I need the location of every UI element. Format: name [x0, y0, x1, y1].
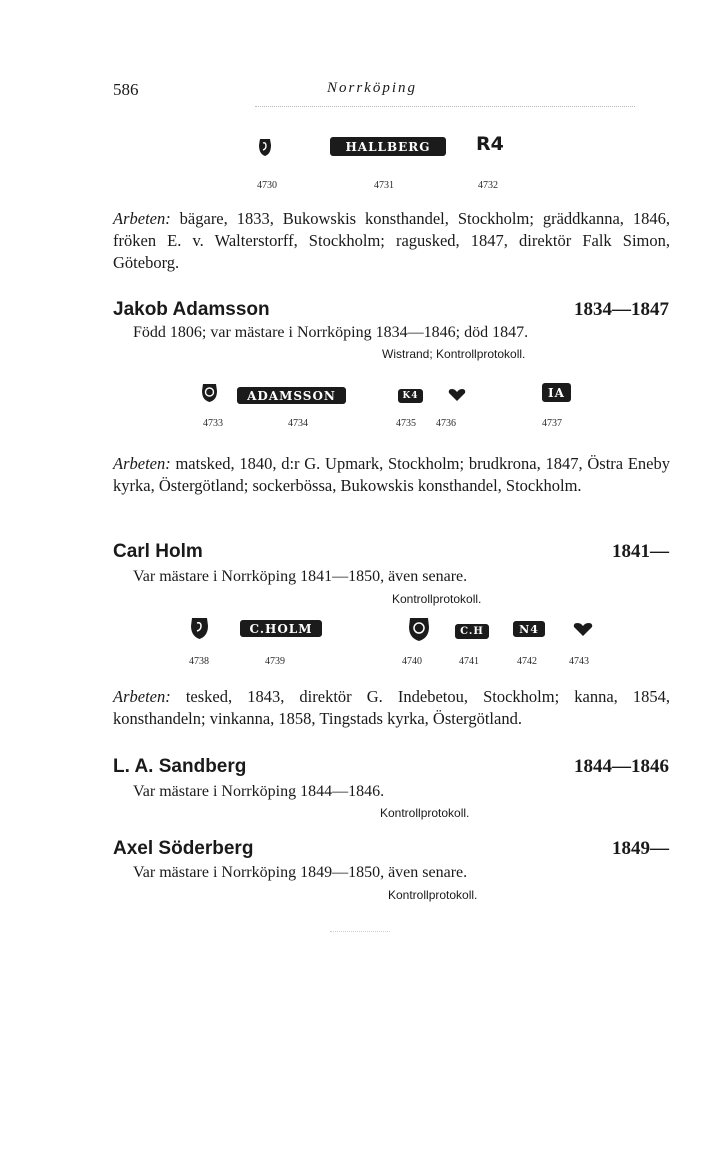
maker-mark-label: C.HOLM	[249, 621, 313, 636]
entry-name-soderberg: Axel Söderberg	[113, 838, 254, 859]
mark-number: 4743	[569, 656, 589, 667]
entry-description-holm: Var mästare i Norrköping 1841—1850, även senare.	[133, 568, 468, 585]
maker-initials-label: IA	[548, 385, 565, 400]
works-text: matsked, 1840, d:r G. Upmark, Stockholm; brudkrona, 1847, Östra Eneby kyrka, Östergötland; sockerbössa, Bukowskis konsthandel, Stockholm.	[113, 454, 670, 495]
date-mark-label: N4	[519, 622, 539, 636]
maker-mark-4739	[240, 620, 322, 637]
works-paragraph-adamsson	[113, 453, 670, 497]
town-mark-4738	[190, 616, 209, 640]
entry-years-adamsson: 1834—1847	[574, 299, 669, 320]
maker-mark-label: HALLBERG	[345, 139, 431, 154]
running-head: Norrköping	[327, 80, 418, 96]
maker-mark-4734	[237, 387, 346, 404]
works-text: bägare, 1833, Bukowskis konsthandel, Stockholm; gräddkanna, 1846, fröken E. v. Walterstorff, Stockholm; ragusked, 1847, direktör Falk Simon, Göteborg.	[113, 209, 670, 272]
mark-number: 4736	[436, 418, 456, 429]
entry-description-adamsson: Född 1806; var mästare i Norrköping 1834—1846; död 1847.	[133, 324, 529, 341]
mark-number: 4731	[374, 180, 394, 191]
entry-years-soderberg: 1849—	[612, 838, 669, 859]
heart-crown-mark-4743	[572, 621, 594, 637]
header-rule	[255, 106, 635, 107]
works-text: tesked, 1843, direktör G. Indebetou, Stockholm; kanna, 1854, konsthandeln; vinkanna, 1858, Tingstads kyrka, Östergötland.	[113, 687, 670, 728]
works-lead: Arbeten:	[113, 454, 171, 473]
date-mark-4732: R4	[476, 133, 504, 155]
mark-number: 4737	[542, 418, 562, 429]
maker-initials-mark-4737	[542, 383, 571, 402]
works-lead: Arbeten:	[113, 209, 171, 228]
entry-source-holm: Kontrollprotokoll.	[392, 592, 482, 606]
page-number: 586	[113, 80, 139, 99]
entry-source-adamsson: Wistrand; Kontrollprotokoll.	[382, 347, 526, 361]
entry-years-holm: 1841—	[612, 541, 669, 562]
town-mark-4740	[408, 616, 430, 642]
mark-number: 4733	[203, 418, 223, 429]
mark-number: 4742	[517, 656, 537, 667]
mark-number: 4734	[288, 418, 308, 429]
maker-mark-label: ADAMSSON	[247, 388, 336, 403]
works-paragraph-holm	[113, 686, 670, 730]
bottom-rule	[330, 931, 390, 932]
date-mark-4742	[513, 621, 545, 637]
entry-name-holm: Carl Holm	[113, 541, 203, 562]
entry-years-sandberg: 1844—1846	[574, 756, 669, 777]
entry-description-sandberg: Var mästare i Norrköping 1844—1846.	[133, 783, 385, 800]
maker-initials-label: C.H	[460, 626, 484, 637]
date-mark-label: K4	[402, 391, 419, 401]
maker-mark-4731	[330, 137, 446, 156]
maker-initials-mark-4741	[455, 624, 489, 639]
entry-name-adamsson: Jakob Adamsson	[113, 299, 270, 320]
works-lead: Arbeten:	[113, 687, 171, 706]
mark-number: 4730	[257, 180, 277, 191]
mark-number: 4735	[396, 418, 416, 429]
town-mark-4733	[201, 382, 218, 403]
entry-source-soderberg: Kontrollprotokoll.	[388, 888, 478, 902]
mark-number: 4741	[459, 656, 479, 667]
mark-number: 4739	[265, 656, 285, 667]
entry-source-sandberg: Kontrollprotokoll.	[380, 806, 470, 820]
mark-number: 4738	[189, 656, 209, 667]
mark-number: 4732	[478, 180, 498, 191]
works-paragraph-hallberg	[113, 208, 670, 274]
mark-number: 4740	[402, 656, 422, 667]
entry-description-soderberg: Var mästare i Norrköping 1849—1850, även senare.	[133, 864, 468, 881]
town-mark-4730	[258, 137, 272, 157]
date-mark-4735	[398, 389, 423, 403]
entry-name-sandberg: L. A. Sandberg	[113, 756, 247, 777]
heart-crown-mark-4736	[447, 387, 467, 402]
